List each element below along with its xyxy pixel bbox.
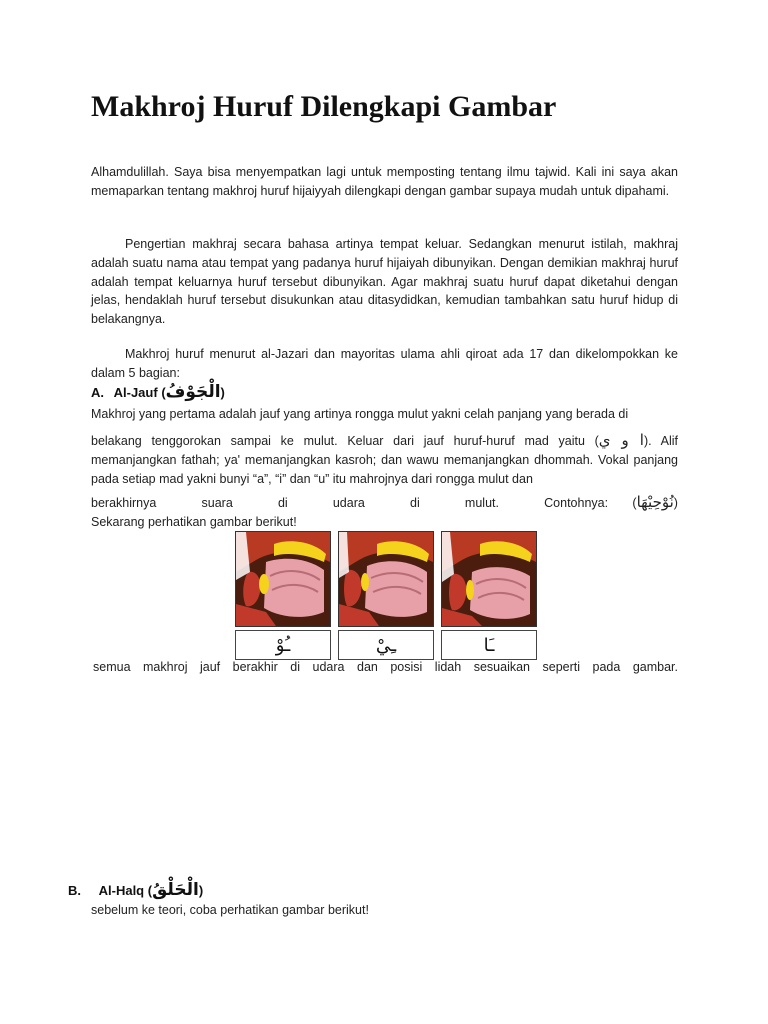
example-word: mulut. bbox=[464, 496, 499, 510]
mouth-diagram-image bbox=[441, 531, 537, 627]
page-title: Makhroj Huruf Dilengkapi Gambar bbox=[91, 90, 557, 123]
definition-paragraph: Pengertian makhraj secara bahasa artinya tempat keluar. Sedangkan menurut istilah, makhraj adalah suatu nama atau tempat yang padanya huruf hijaiyah dibunyikan. Dengan demikian makhraj huruf adalah tempat keluarnya huruf tersebut dibunyikan. Agar makhraj suatu huruf dapat diketahui dengan jelas, hendaklah huruf tersebut disukunkan atau ditasydidkan, kemudian tambahkan satu huruf hidup di belakangnya. bbox=[91, 237, 678, 327]
section-a-line2-post: ). Alif memanjangkan fathah; ya' memanjangkan kasroh; dan wawu memanjangkan dhommah. Vokal panjang pada setiap mad yakni bunyi “a”, “i” dan “u” itu mahrojnya dari rongga mulut dan bbox=[91, 434, 678, 486]
example-word: suara bbox=[201, 496, 233, 510]
example-word: berakhirnya bbox=[91, 496, 157, 510]
mouth-diagram-image bbox=[338, 531, 434, 627]
section-a-marker: A. bbox=[91, 385, 104, 400]
section-a-name: Al-Jauf bbox=[113, 385, 158, 400]
example-word: udara bbox=[332, 496, 365, 510]
section-b-arabic: الْحَلْقُ bbox=[152, 880, 199, 900]
section-a-heading: A. Al-Jauf (الْجَوْفُ) bbox=[91, 382, 225, 402]
figure-label: ـُوْ bbox=[235, 630, 331, 660]
example-word: di bbox=[277, 496, 288, 510]
section-a-line2-pre: belakang tenggorokan sampai ke mulut. Keluar dari jauf huruf-huruf mad yaitu ( bbox=[91, 434, 599, 448]
division-paragraph: Makhroj huruf menurut al-Jazari dan mayoritas ulama ahli qiroat ada 17 dan dikelompokkan ke dalam 5 bagian: bbox=[91, 347, 678, 380]
mouth-diagram-image bbox=[235, 531, 331, 627]
mad-letters-arabic: ا و ي bbox=[598, 431, 644, 449]
section-a-line1: Makhroj yang pertama adalah jauf yang artinya rongga mulut yakni celah panjang yang berada di bbox=[91, 407, 629, 421]
figure-label: ـَا bbox=[441, 630, 537, 660]
see-figure-b: sebelum ke teori, coba perhatikan gambar berikut! bbox=[91, 903, 369, 917]
section-a-arabic: الْجَوْفُ bbox=[165, 382, 221, 402]
section-b-name: Al-Halq bbox=[98, 883, 145, 898]
figure-caption: semua makhroj jauf berakhir di udara dan posisi lidah sesuaikan seperti pada gambar. bbox=[93, 660, 678, 674]
example-arabic: نُوْحِيْهَا bbox=[636, 493, 674, 511]
section-b-heading: B. Al-Halq (الْحَلْقُ) bbox=[68, 880, 204, 900]
figure-u bbox=[235, 531, 331, 660]
figure-i bbox=[338, 531, 434, 660]
see-figure-a: Sekarang perhatikan gambar berikut! bbox=[91, 515, 297, 529]
figure-label: ـِيْ bbox=[338, 630, 434, 660]
example-word: di bbox=[410, 496, 420, 510]
intro-paragraph: Alhamdulillah. Saya bisa menyempatkan lagi untuk memposting tentang ilmu tajwid. Kali ini saya akan memaparkan tentang makhroj huruf hijaiyyah dilengkapi dengan gambar supaya mudah untuk dipahami. bbox=[91, 165, 678, 198]
example-line: berakhirnya suara di udara di mulut. Contohnya: (نُوْحِيْهَا) bbox=[91, 493, 678, 511]
section-b-marker: B. bbox=[68, 883, 81, 898]
section-a-body bbox=[91, 431, 678, 488]
example-word: Contohnya: bbox=[544, 496, 609, 510]
figure-a bbox=[441, 531, 537, 660]
